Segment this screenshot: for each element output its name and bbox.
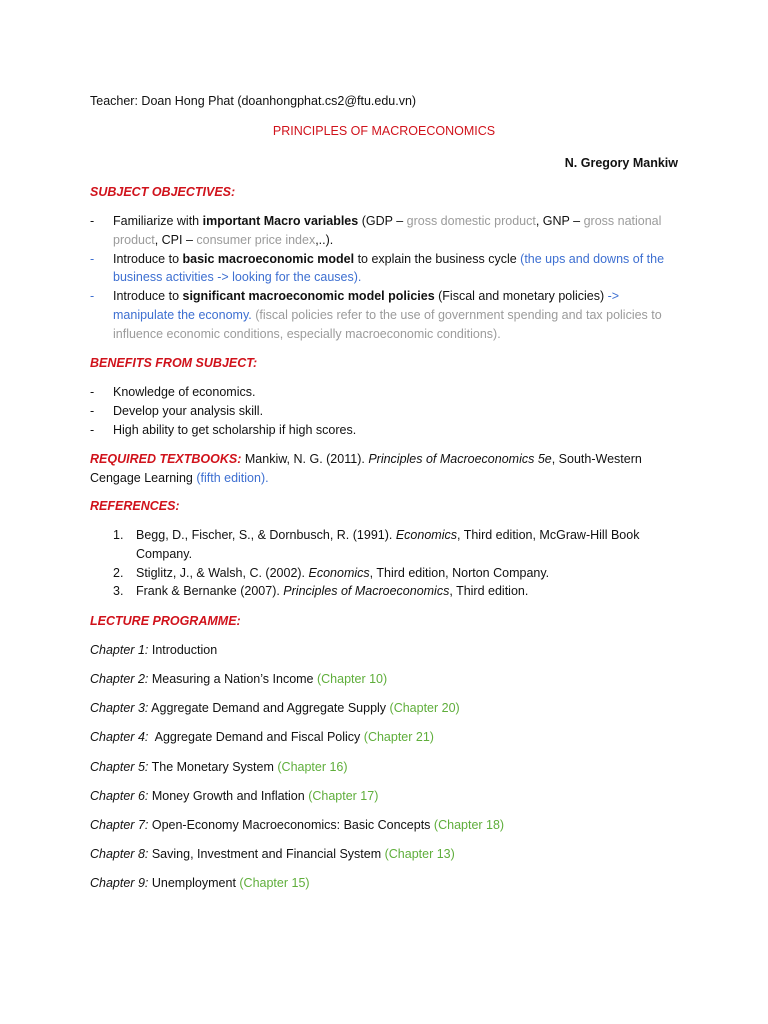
chapter-item: Chapter 7: Open-Economy Macroeconomics: Basic Concepts (Chapter 18) — [90, 818, 505, 832]
reference-item: 2. Stiglitz, J., & Walsh, C. (2002). Economics, Third edition, Norton Company. — [113, 565, 550, 580]
reference-item: 3. Frank & Bernanke (2007). Principles of Macroeconomics, Third edition. — [113, 584, 529, 599]
objective-item-2: - Introduce to basic macroeconomic model to explain the business cycle (the ups and downs of the business activities -> looking for the causes). — [90, 251, 665, 285]
benefits-heading: BENEFITS FROM SUBJECT: — [90, 356, 258, 370]
objectives-list — [90, 212, 678, 344]
benefit-item: - Develop your analysis skill. — [90, 403, 264, 418]
lecture-heading: LECTURE PROGRAMME: — [90, 614, 241, 628]
chapter-item: Chapter 4: Aggregate Demand and Fiscal Policy (Chapter 21) — [90, 730, 434, 744]
required-textbooks: REQUIRED TEXTBOOKS: Mankiw, N. G. (2011). Principles of Macroeconomics 5e, South-Western Cengage Learning (fifth edition). — [90, 452, 642, 485]
references-list — [90, 526, 678, 601]
chapter-item: Chapter 5: The Monetary System (Chapter 16) — [90, 760, 348, 774]
chapter-item: Chapter 1: Introduction — [90, 643, 218, 657]
textbooks-heading: REQUIRED TEXTBOOKS: — [90, 452, 242, 466]
chapter-item: Chapter 9: Unemployment (Chapter 15) — [90, 876, 310, 890]
references-heading: REFERENCES: — [90, 499, 180, 513]
bullet-dash: - — [90, 289, 95, 304]
teacher-line: Teacher: Doan Hong Phat (doanhongphat.cs2@ftu.edu.vn) — [90, 94, 417, 108]
chapter-item: Chapter 2: Measuring a Nation’s Income (Chapter 10) — [90, 672, 388, 686]
reference-item: 1. Begg, D., Fischer, S., & Dornbusch, R. (1991). Economics, Third edition, McGraw-Hill Book Company. — [113, 528, 640, 561]
benefit-item: - High ability to get scholarship if high scores. — [90, 422, 357, 437]
bullet-dash: - — [90, 251, 95, 266]
chapter-item: Chapter 8: Saving, Investment and Financial System (Chapter 13) — [90, 847, 455, 861]
bullet-dash: - — [90, 214, 95, 228]
objective-item-1: - Familiarize with important Macro variables (GDP – gross domestic product, GNP – gross national product, CPI – consumer price index,..). — [90, 214, 662, 247]
benefit-item: - Knowledge of economics. — [90, 385, 256, 399]
author-name: N. Gregory Mankiw — [564, 156, 678, 170]
objectives-heading: SUBJECT OBJECTIVES: — [90, 185, 236, 199]
document-title: PRINCIPLES OF MACROECONOMICS — [272, 124, 496, 138]
objective-item-3: - Introduce to significant macroeconomic model policies (Fiscal and monetary policies) -> manipulate the economy. (fiscal policies refer to the use of government spending and tax policies to influence economic conditions, especially macroeconomic conditions). — [90, 289, 662, 341]
chapter-item: Chapter 6: Money Growth and Inflation (Chapter 17) — [90, 789, 379, 803]
benefits-list — [90, 383, 678, 439]
chapter-item: Chapter 3: Aggregate Demand and Aggregate Supply (Chapter 20) — [90, 701, 460, 715]
